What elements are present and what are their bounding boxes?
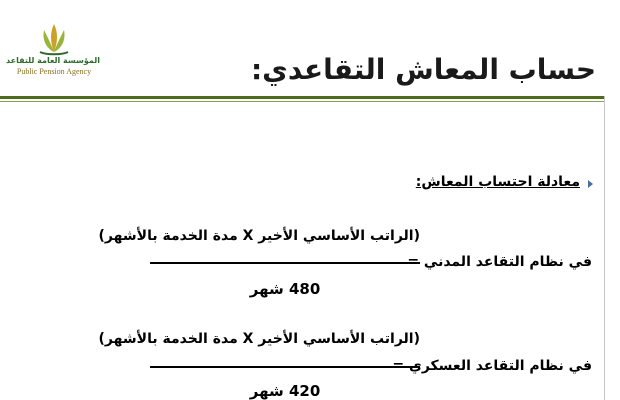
right-border-line xyxy=(604,96,605,400)
logo xyxy=(5,22,100,82)
civil-formula-numerator: (الراتب الأساسي الأخير X مدة الخدمة بالأشهر) xyxy=(98,228,420,244)
military-formula-label: في نظام التقاعد العسكري = xyxy=(392,358,592,374)
footer-red-text-fragment xyxy=(0,396,560,400)
civil-formula-fraction-line xyxy=(150,262,420,264)
bullet-arrow-icon xyxy=(588,180,593,188)
military-formula-denominator: 420 شهر xyxy=(249,382,321,400)
page-title: حساب المعاش التقاعدي: xyxy=(250,53,596,86)
military-formula-fraction-line xyxy=(150,366,420,368)
civil-formula-label: في نظام التقاعد المدني = xyxy=(407,254,592,270)
civil-formula-denominator: 480 شهر xyxy=(249,280,321,298)
logo-arabic-text: المؤسسة العامة للتقاعد xyxy=(5,56,100,65)
military-formula-numerator: (الراتب الأساسي الأخير X مدة الخدمة بالأشهر) xyxy=(98,331,420,347)
title-divider-thin xyxy=(0,101,604,102)
palm-leaf-logo-icon xyxy=(36,22,72,56)
logo-english-text: Public Pension Agency xyxy=(16,67,92,76)
title-divider xyxy=(0,96,604,99)
section-heading: معادلة احتساب المعاش: xyxy=(415,174,580,190)
